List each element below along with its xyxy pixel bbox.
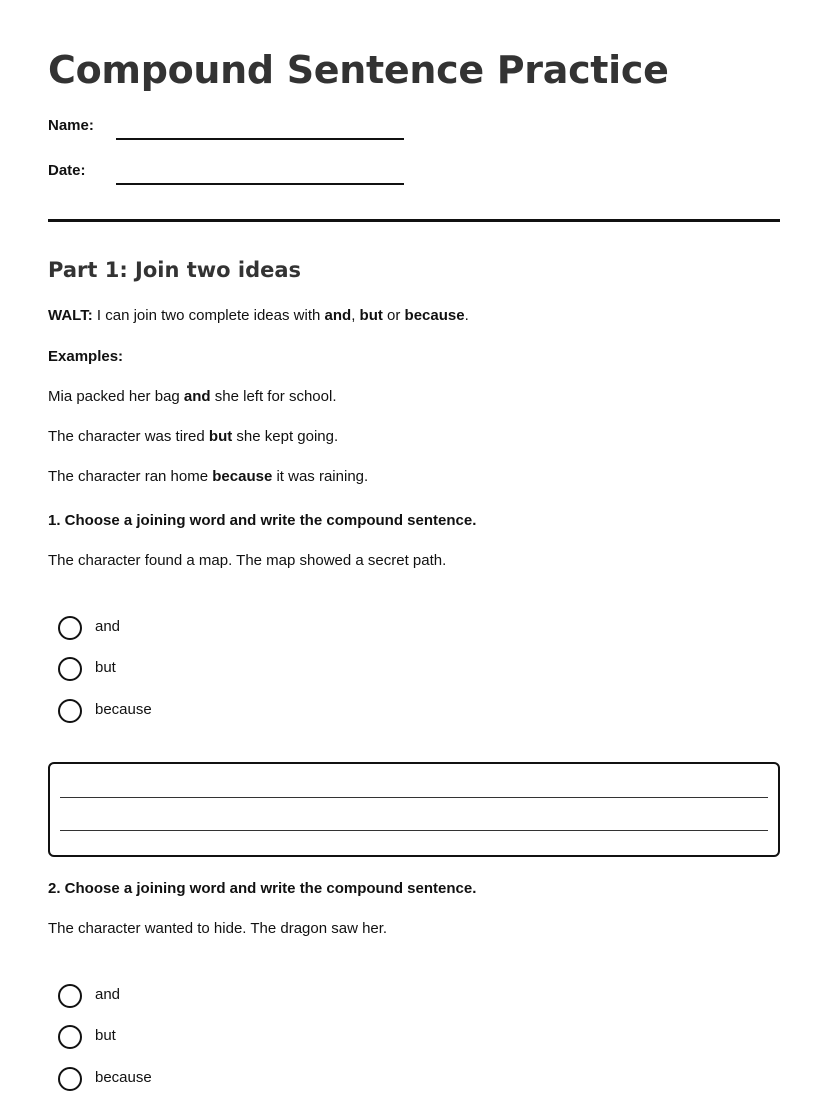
- answer-line[interactable]: [60, 797, 768, 798]
- radio-button[interactable]: [58, 984, 82, 1008]
- question-1-sentence: The character found a map. The map showed a secret path.: [48, 552, 447, 569]
- examples-label: Examples:: [48, 348, 124, 365]
- name-label: Name:: [48, 117, 94, 134]
- example-text: she kept going.: [232, 428, 339, 445]
- walt-text: I can join two complete ideas with: [92, 307, 325, 324]
- section-heading: Part 1: Join two ideas: [48, 258, 302, 282]
- option-label: and: [95, 986, 121, 1003]
- q1-option-because[interactable]: [58, 699, 258, 723]
- radio-button[interactable]: [58, 1067, 82, 1091]
- example-joiner: and: [183, 388, 211, 405]
- q2-option-and[interactable]: [58, 984, 258, 1008]
- example-sentence: [48, 467, 368, 487]
- option-label: because: [95, 1069, 152, 1086]
- radio-button[interactable]: [58, 699, 82, 723]
- example-text: it was raining.: [272, 468, 369, 485]
- walt-separator: or: [382, 307, 405, 324]
- example-text: Mia packed her bag: [48, 388, 184, 405]
- option-label: but: [95, 1027, 116, 1044]
- question-2-prompt: 2. Choose a joining word and write the compound sentence.: [48, 880, 477, 897]
- walt-word-but: but: [359, 307, 383, 324]
- q1-option-and[interactable]: [58, 616, 258, 640]
- option-label: but: [95, 659, 116, 676]
- date-label: Date:: [48, 162, 86, 179]
- answer-line[interactable]: [60, 830, 768, 831]
- example-text: The character ran home: [48, 468, 213, 485]
- example-sentence: [48, 427, 338, 447]
- walt-separator: ,: [351, 307, 360, 324]
- q2-option-but[interactable]: [58, 1025, 258, 1049]
- walt-word-and: and: [324, 307, 352, 324]
- example-text: The character was tired: [48, 428, 209, 445]
- example-text: she left for school.: [210, 388, 337, 405]
- option-label: because: [95, 701, 152, 718]
- q1-answer-box[interactable]: [48, 762, 780, 857]
- question-1-prompt: 1. Choose a joining word and write the compound sentence.: [48, 512, 477, 529]
- name-input-line[interactable]: [116, 138, 404, 140]
- radio-button[interactable]: [58, 657, 82, 681]
- header-divider: [48, 219, 780, 222]
- example-sentence: [48, 387, 337, 407]
- radio-button[interactable]: [58, 1025, 82, 1049]
- walt-word-because: because: [404, 307, 465, 324]
- date-input-line[interactable]: [116, 183, 404, 185]
- walt-end: .: [464, 307, 469, 324]
- page-title: Compound Sentence Practice: [48, 48, 669, 92]
- walt-statement: [48, 306, 469, 326]
- date-field[interactable]: [48, 162, 448, 192]
- q1-option-but[interactable]: [58, 657, 258, 681]
- name-field[interactable]: [48, 117, 448, 147]
- example-joiner: but: [208, 428, 233, 445]
- option-label: and: [95, 618, 121, 635]
- example-joiner: because: [212, 468, 273, 485]
- radio-button[interactable]: [58, 616, 82, 640]
- question-2-sentence: The character wanted to hide. The dragon saw her.: [48, 920, 388, 937]
- q2-option-because[interactable]: [58, 1067, 258, 1091]
- walt-label: WALT:: [48, 307, 93, 324]
